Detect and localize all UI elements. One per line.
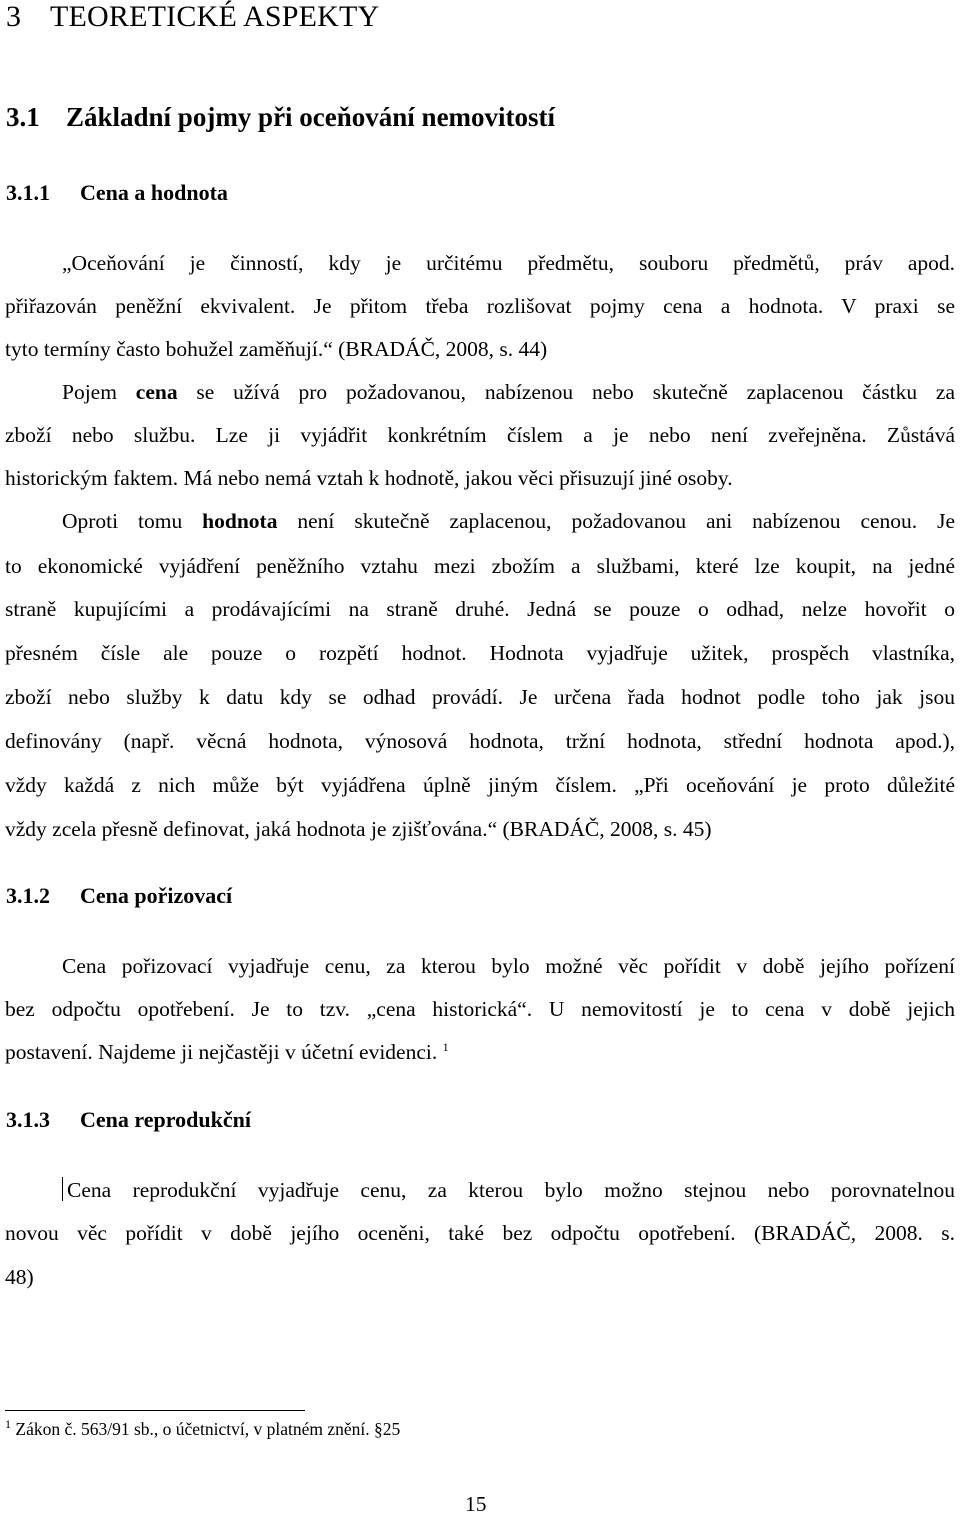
paragraph-line: vždy každá z nich může být vyjádřena úplně jiným číslem. „Při oceňování je proto důležité bbox=[5, 773, 955, 797]
footnote-mark: 1 bbox=[5, 1417, 11, 1432]
text-span: se užívá pro požadovanou, nabízenou nebo skutečně zaplacenou částku za bbox=[177, 380, 955, 404]
paragraph-line: „Oceňování je činností, kdy je určitému předmětu, souboru předmětů, práv apod. bbox=[62, 251, 955, 275]
text-span: Pojem bbox=[62, 380, 136, 404]
text-cursor bbox=[62, 1177, 63, 1201]
subsection-heading-cena-a-hodnota bbox=[6, 180, 228, 206]
paragraph-line: definovány (např. věcná hodnota, výnosová hodnota, tržní hodnota, střední hodnota apod.), bbox=[5, 729, 955, 753]
paragraph-line: 48) bbox=[5, 1265, 34, 1289]
subsection-number: 3.1.2 bbox=[6, 883, 50, 908]
subsection-heading-cena-porizovaci bbox=[6, 883, 232, 909]
chapter-number: 3 bbox=[6, 0, 22, 33]
footnote-separator bbox=[5, 1410, 305, 1411]
paragraph-line: Cena pořizovací vyjadřuje cenu, za kterou bylo možné věc pořídit v době jejího pořízení bbox=[62, 954, 955, 978]
text-span: postavení. Najdeme ji nejčastěji v účetní evidenci. bbox=[5, 1040, 438, 1064]
bold-term-hodnota: hodnota bbox=[202, 509, 278, 533]
paragraph-line: bez odpočtu opotřebení. Je to tzv. „cena historická“. U nemovitostí je to cena v době jejich bbox=[5, 997, 955, 1021]
paragraph-line: vždy zcela přesně definovat, jaká hodnota je zjišťována.“ (BRADÁČ, 2008, s. 45) bbox=[5, 817, 712, 841]
paragraph-line: straně kupujícími a prodávajícími na straně druhé. Jedná se pouze o odhad, nelze hovořit o bbox=[5, 597, 955, 621]
subsection-title: Cena reprodukční bbox=[80, 1107, 251, 1132]
paragraph-line: to ekonomické vyjádření peněžního vztahu mezi zbožím a službami, které lze koupit, na jedné bbox=[5, 554, 955, 578]
subsection-number: 3.1.3 bbox=[6, 1107, 50, 1132]
paragraph-line: přiřazován peněžní ekvivalent. Je přitom třeba rozlišovat pojmy cena a hodnota. V praxi se bbox=[5, 294, 955, 318]
paragraph-line: zboží nebo službu. Lze ji vyjádřit konkrétním číslem a je nebo není zveřejněna. Zůstává bbox=[5, 423, 955, 447]
paragraph-line bbox=[62, 379, 955, 405]
text-span: není skutečně zaplacenou, požadovanou ani nabízenou cenou. Je bbox=[277, 509, 955, 533]
paragraph-line: tyto termíny často bohužel zaměňují.“ (BRADÁČ, 2008, s. 44) bbox=[5, 337, 548, 361]
text-span: Oproti tomu bbox=[62, 509, 203, 533]
text-span: Cena reprodukční vyjadřuje cenu, za kterou bylo možno stejnou nebo porovnatelnou bbox=[67, 1178, 955, 1202]
subsection-heading-cena-reprodukcni bbox=[6, 1107, 251, 1133]
paragraph-line: historickým faktem. Má nebo nemá vztah k hodnotě, jakou věci přisuzují jiné osoby. bbox=[5, 466, 733, 490]
page-number: 15 bbox=[465, 1492, 487, 1516]
footnote-reference: 1 bbox=[442, 1039, 449, 1054]
section-number: 3.1 bbox=[6, 102, 40, 132]
footnote bbox=[5, 1419, 400, 1440]
paragraph-line bbox=[62, 508, 955, 534]
section-heading bbox=[6, 102, 555, 133]
paragraph-line: přesném čísle ale pouze o rozpětí hodnot. Hodnota vyjadřuje užitek, prospěch vlastníka, bbox=[5, 641, 955, 665]
paragraph-line bbox=[5, 1039, 955, 1065]
subsection-number: 3.1.1 bbox=[6, 180, 50, 205]
paragraph-line: novou věc pořídit v době jejího oceněni, také bez odpočtu opotřebení. (BRADÁČ, 2008. s. bbox=[5, 1221, 955, 1245]
chapter-heading bbox=[6, 0, 379, 34]
bold-term-cena: cena bbox=[135, 380, 178, 404]
paragraph-line bbox=[62, 1177, 955, 1203]
subsection-title: Cena pořizovací bbox=[80, 883, 233, 908]
chapter-title: TEORETICKÉ ASPEKTY bbox=[50, 0, 380, 33]
footnote-text: Zákon č. 563/91 sb., o účetnictví, v platném znění. §25 bbox=[15, 1419, 401, 1439]
subsection-title: Cena a hodnota bbox=[80, 180, 228, 205]
section-title: Základní pojmy při oceňování nemovitostí bbox=[66, 102, 556, 132]
paragraph-line: zboží nebo služby k datu kdy se odhad provádí. Je určena řada hodnot podle toho jak jsou bbox=[5, 685, 955, 709]
